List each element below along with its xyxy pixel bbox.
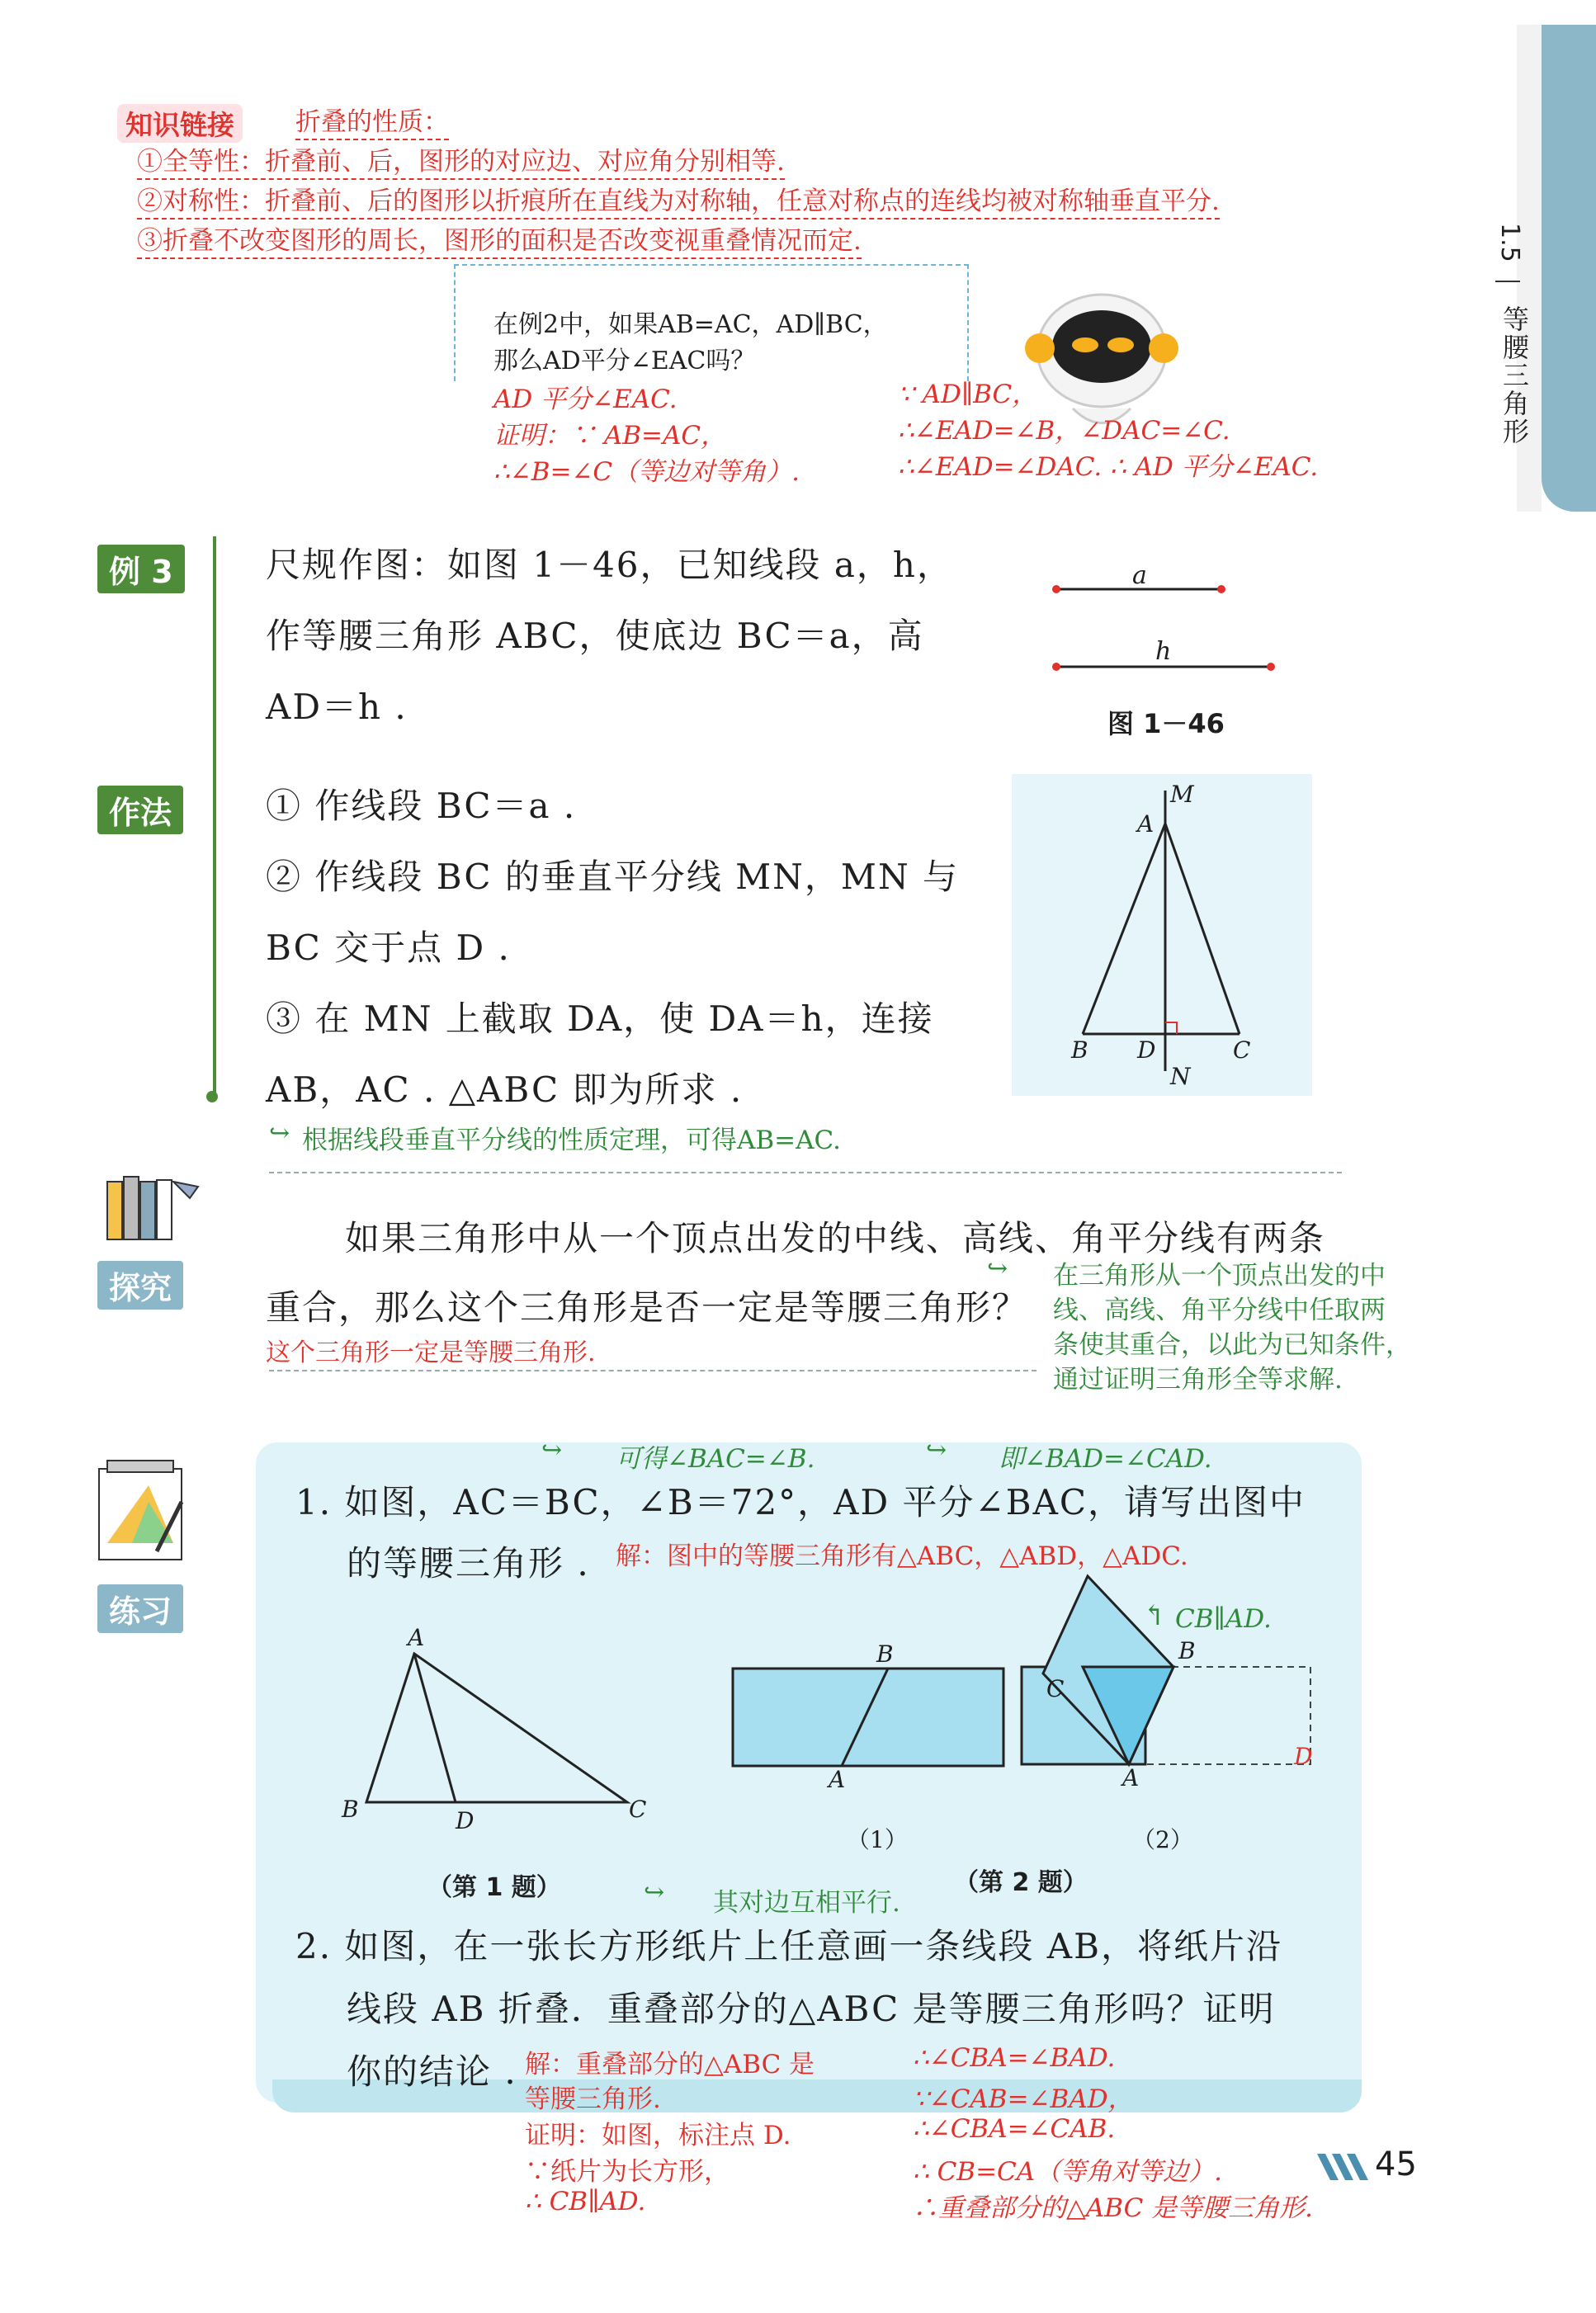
books-icon xyxy=(91,1165,206,1248)
explore-hint-4: 通过证明三角形全等求解. xyxy=(1053,1365,1343,1395)
explore-hint-3: 条使其重合，以此为已知条件， xyxy=(1053,1330,1411,1360)
method-step-3: ③ 在 MN 上截取 DA，使 DA＝h，连接 xyxy=(266,998,934,1039)
knowledge-heading: 折叠的性质： xyxy=(295,106,449,140)
q2-line-1: 2. 如图，在一张长方形纸片上任意画一条线段 AB，将纸片沿 xyxy=(295,1926,1282,1966)
explore-hint-2: 线、高线、角平分线中任取两 xyxy=(1053,1296,1386,1325)
page-number-decoration-icon xyxy=(1314,2150,1372,2183)
q1-line-1: 1. 如图，AC＝BC，∠B＝72°，AD 平分∠BAC，请写出图中 xyxy=(295,1482,1306,1522)
example-3-line-2: 作等腰三角形 ABC，使底边 BC＝a，高 xyxy=(266,616,924,656)
point-d-label: D xyxy=(1137,1036,1156,1064)
fig1-b-label: B xyxy=(342,1796,359,1823)
q2-answer-left-3: 证明：如图，标注点 D. xyxy=(525,2121,791,2150)
fig2-note-arrow: ↰ xyxy=(1142,1599,1166,1632)
knowledge-line-3: ③折叠不改变图形的周长，图形的面积是否改变视重叠情况而定. xyxy=(137,224,862,259)
q2-answer-left-5: ∴ CB∥AD. xyxy=(525,2187,646,2216)
section-number: 1.5 xyxy=(1495,223,1524,262)
point-n-label: N xyxy=(1170,1063,1191,1090)
bubble-question-1: 在例2中，如果AB=AC，AD∥BC， xyxy=(493,310,888,339)
method-step-2: ② 作线段 BC 的垂直平分线 MN，MN 与 xyxy=(266,857,960,897)
method-note: 根据线段垂直平分线的性质定理，可得AB=AC. xyxy=(302,1126,841,1155)
fig1-caption: （第 1 题） xyxy=(427,1873,561,1902)
construction-figure xyxy=(1012,774,1312,1096)
method-step-2b: BC 交于点 D . xyxy=(266,928,511,968)
bubble-question-2: 那么AD平分∠EAC吗？ xyxy=(493,347,756,375)
separator-2 xyxy=(269,1370,1036,1371)
q2-answer-right-4: ∴ CB=CA（等角对等边）. xyxy=(913,2157,1223,2187)
side-tab xyxy=(1542,25,1596,512)
q2-answer-left-1: 解：重叠部分的△ABC 是 xyxy=(525,2050,815,2079)
q1-note-b-arrow: ↪ xyxy=(926,1436,947,1465)
method-step-3b: AB，AC . △ABC 即为所求 . xyxy=(266,1069,744,1110)
bubble-answer-left-1: AD 平分∠EAC. xyxy=(493,385,678,414)
explore-tag: 探究 xyxy=(97,1261,183,1310)
bubble-answer-right-3: ∴∠EAD=∠DAC. ∴ AD 平分∠EAC. xyxy=(898,452,1319,482)
point-b-label: B xyxy=(1071,1036,1088,1064)
bubble-answer-left-2: 证明：∵ AB=AC， xyxy=(493,421,727,451)
figure-1-46 xyxy=(1040,561,1287,693)
explore-hint-1: 在三角形从一个顶点出发的中 xyxy=(1053,1261,1386,1291)
segment-h-label: h xyxy=(1155,637,1172,666)
fig2-sub-2: （2） xyxy=(1132,1826,1193,1853)
separator-1 xyxy=(269,1172,1342,1173)
fig2-caption: （第 2 题） xyxy=(954,1868,1088,1897)
fig1-a-label: A xyxy=(408,1624,425,1651)
explore-line-1: 如果三角形中从一个顶点出发的中线、高线、角平分线有两条 xyxy=(345,1218,1326,1258)
fig2-2-c-label: C xyxy=(1046,1675,1065,1702)
q1-triangle-figure xyxy=(355,1642,652,1832)
q1-note-a-arrow: ↪ xyxy=(541,1436,563,1465)
q1-answer: 解：图中的等腰三角形有△ABC，△ABD，△ADC. xyxy=(616,1541,1188,1571)
example-3-line-1: 尺规作图：如图 1－46，已知线段 a，h， xyxy=(266,545,953,585)
q2-answer-right-5: ∴重叠部分的△ABC 是等腰三角形. xyxy=(913,2193,1314,2223)
figure-1-46-caption: 图 1－46 xyxy=(1107,708,1225,739)
section-title: 等腰三角形 xyxy=(1499,305,1530,446)
fig2-2-a-label: A xyxy=(1122,1764,1140,1791)
q2-note: 其对边互相平行. xyxy=(713,1888,900,1918)
fig2-1-b-label: B xyxy=(876,1640,894,1668)
q2-answer-left-2: 等腰三角形. xyxy=(525,2084,661,2114)
q1-line-2: 的等腰三角形 . xyxy=(347,1543,590,1584)
explore-hint-arrow: ↪ xyxy=(987,1254,1008,1283)
q2-answer-left-4: ∵纸片为长方形， xyxy=(525,2157,730,2187)
bubble-answer-right-2: ∴∠EAD=∠B，∠DAC=∠C. xyxy=(898,416,1230,446)
knowledge-link-tag: 知识链接 xyxy=(117,104,243,143)
example-3-line-3: AD＝h . xyxy=(266,687,408,727)
q1-note-a: 可得∠BAC=∠B. xyxy=(616,1444,815,1474)
practice-tag: 练习 xyxy=(97,1584,183,1633)
fig1-d-label: D xyxy=(456,1807,475,1834)
fig2-2-b-label: B xyxy=(1178,1637,1196,1664)
practice-notebook-icon xyxy=(83,1452,206,1576)
q2-answer-right-1: ∴∠CBA=∠BAD. xyxy=(913,2043,1116,2073)
q2-figure-1 xyxy=(726,1659,1007,1774)
method-step-1: ① 作线段 BC＝a . xyxy=(266,786,577,826)
fig2-note: CB∥AD. xyxy=(1175,1604,1272,1634)
fig1-c-label: C xyxy=(629,1796,647,1823)
bubble-answer-right-1: ∵ AD∥BC， xyxy=(898,380,1038,409)
method-tag: 作法 xyxy=(97,786,183,834)
segment-a-label: a xyxy=(1132,561,1147,590)
explore-answer: 这个三角形一定是等腰三角形. xyxy=(266,1338,596,1367)
page-number: 45 xyxy=(1375,2145,1417,2183)
section-divider xyxy=(1495,281,1520,282)
knowledge-line-1: ①全等性：折叠前、后，图形的对应边、对应角分别相等. xyxy=(137,145,785,180)
q2-answer-right-3: ∴∠CBA=∠CAB. xyxy=(913,2114,1116,2144)
fig2-1-a-label: A xyxy=(829,1766,846,1793)
example-3-tag: 例 3 xyxy=(97,545,185,593)
method-note-arrow: ↪ xyxy=(269,1119,290,1148)
q1-note-b: 即∠BAD=∠CAD. xyxy=(999,1444,1212,1474)
point-m-label: M xyxy=(1170,781,1194,808)
example-side-line xyxy=(213,536,216,1097)
point-c-label: C xyxy=(1233,1036,1251,1064)
explore-line-2: 重合，那么这个三角形是否一定是等腰三角形？ xyxy=(266,1287,1029,1328)
q2-note-arrow: ↪ xyxy=(644,1878,665,1907)
fig2-2-d-label: D xyxy=(1294,1743,1313,1770)
q2-line-2: 线段 AB 折叠．重叠部分的△ABC 是等腰三角形吗？证明 xyxy=(347,1989,1276,2029)
point-a-label: A xyxy=(1137,810,1155,838)
example-side-dot xyxy=(206,1091,218,1102)
q2-line-3: 你的结论 . xyxy=(347,2051,517,2092)
q2-answer-right-2: ∵∠CAB=∠BAD， xyxy=(913,2084,1134,2114)
knowledge-line-2: ②对称性：折叠前、后的图形以折痕所在直线为对称轴，任意对称点的连线均被对称轴垂直平分. xyxy=(137,185,1220,219)
bubble-answer-left-3: ∴∠B=∠C（等边对等角）. xyxy=(493,457,800,487)
fig2-sub-1: （1） xyxy=(847,1826,908,1853)
